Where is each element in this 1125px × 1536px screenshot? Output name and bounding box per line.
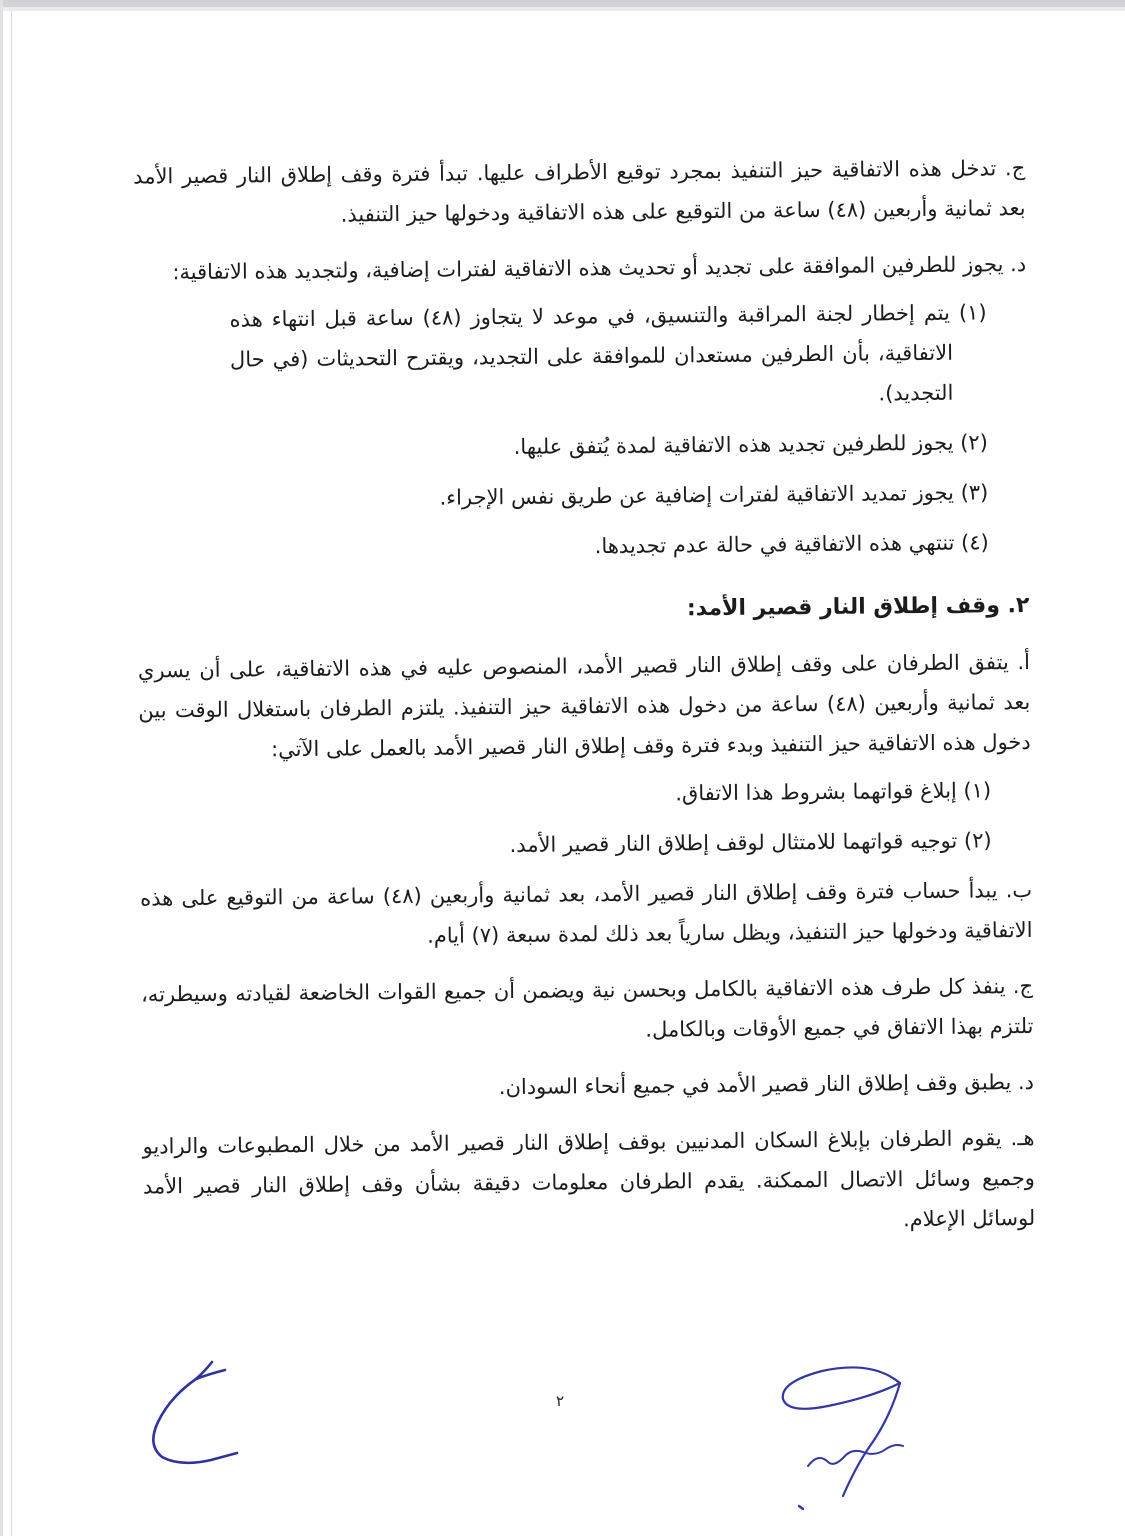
list-item-4: (٤) تنتهي هذه الاتفاقية في حالة عدم تجديدها. (594, 530, 989, 559)
paragraph-b-duration: ب. يبدأ حساب فترة وقف إطلاق النار قصير الأمد، بعد ثمانية وأربعين (٤٨) ساعة من التوقيع على هذه الاتفاقية ودخولها حيز التنفيذ، ويظل سارياً بعد ذلك لمدة سبعة (٧) أيام. (140, 877, 1033, 948)
obligations-list (139, 770, 1032, 869)
obligation-item-1: (١) إبلاغ قواتهما بشروط هذا الاتفاق. (675, 778, 992, 806)
list-item-3: (٣) يجوز تمديد الاتفاقية لفترات إضافية عن طريق نفس الإجراء. (439, 480, 989, 510)
paragraph-entry-into-force: ج. تدخل هذه الاتفاقية حيز التنفيذ بمجرد توقيع الأطراف عليها. تبدأ فترة وقف إطلاق النار قصير الأمد بعد ثمانية وأربعين (٤٨) ساعة من التوقيع على هذه الاتفاقية ودخولها حيز التنفيذ. (133, 155, 1026, 227)
signature-right (750, 1356, 922, 1514)
renewal-conditions-list (134, 292, 1029, 571)
paragraph-c-good-faith: ج. ينفذ كل طرف هذه الاتفاقية بالكامل وبحسن نية ويضمن أن جميع القوات الخاضعة لقيادته وسيطرته، تلتزم بهذا الاتفاق في جميع الأوقات وبالكامل. (140, 973, 1034, 1042)
signature-left (133, 1350, 251, 1478)
paragraph-a-agreement: أ. يتفق الطرفان على وقف إطلاق النار قصير الأمد، المنصوص عليه في هذه الاتفاقية، على أن يسري بعد ثمانية وأربعين (٤٨) ساعة من دخول هذه الاتفاقية حيز التنفيذ. يلتزم الطرفان باستغلال الوقت بين دخول هذه الاتفاقية حيز التنفيذ وبدء فترة وقف إطلاق النار قصير الأمد بالعمل على الآتي: (137, 649, 1031, 762)
scan-edge-top (0, 0, 1125, 7)
scan-left-fold-line (11, 10, 12, 1536)
section-2-heading: ٢. وقف إطلاق النار قصير الأمد: (686, 592, 1030, 622)
paragraph-renewal-intro: د. يجوز للطرفين الموافقة على تجديد أو تحديث هذه الاتفاقية لفترات إضافية، ولتجديد هذه الاتفاقية: (172, 251, 1027, 285)
list-item-2: (٢) يجوز للطرفين تجديد هذه الاتفاقية لمدة يُتفق عليها. (513, 430, 988, 459)
scan-edge-left (0, 0, 3, 1536)
paragraph-d-scope: د. يطبق وقف إطلاق النار قصير الأمد في جميع أنحاء السودان. (498, 1069, 1035, 1100)
scan-edge-top-shadow (0, 7, 1125, 11)
paragraph-e-public-information: هـ. يقوم الطرفان بإبلاغ السكان المدنيين بوقف إطلاق النار قصير الأمد من خلال المطبوعات والراديو وجميع وسائل الاتصال الممكنة. يقدم الطرفان معلومات دقيقة بشأن وقف إطلاق النار قصير الأمد لوسائل الإعلام. (142, 1125, 1036, 1232)
obligation-item-2: (٢) توجيه قواتهما للامتثال لوقف إطلاق النار قصير الأمد. (509, 828, 992, 857)
page-number: ٢ (556, 1392, 565, 1410)
list-item-1: (١) يتم إخطار لجنة المراقبة والتنسيق، في موعد لا يتجاوز (٤٨) ساعة قبل انتهاء هذه الاتفاقية، بأن الطرفين مستعدان للموافقة على التجديد، ويقترح التحديثات (في حال التجديد). (229, 300, 987, 406)
document-body (133, 148, 1036, 1263)
